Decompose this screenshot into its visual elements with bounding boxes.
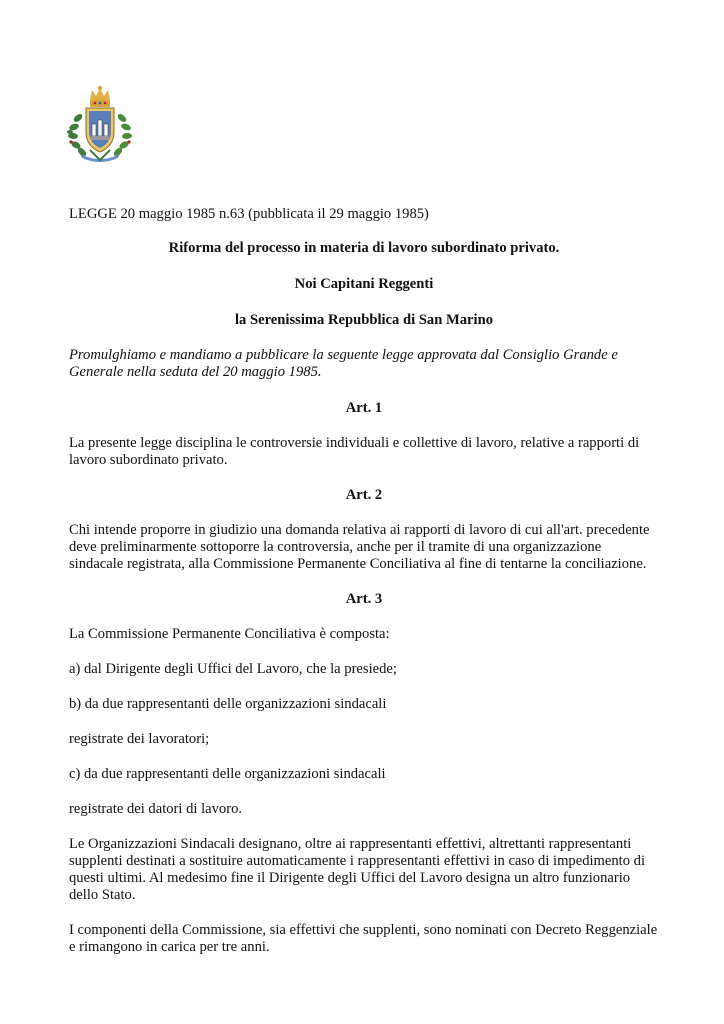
article-text: La presente legge disciplina le controversie individuali e collettive di lavoro, relative a rapporti di lavoro subordinato privato. xyxy=(69,435,640,468)
republic-heading: la Serenissima Repubblica di San Marino xyxy=(235,312,493,328)
coat-of-arms-icon xyxy=(66,84,134,164)
article-paragraph: registrate dei datori di lavoro. xyxy=(69,801,243,817)
law-title: Riforma del processo in materia di lavoro subordinato privato. xyxy=(168,240,560,256)
article-paragraph: Le Organizzazioni Sindacali designano, oltre ai rappresentanti effettivi, altrettanti rappresentanti supplenti destinati a sostituire automaticamente i rappresentanti effettivi in caso di impedimento di questi ultimi. Al medesimo fine il Dirigente degli Uffici del Lavoro designa un altro funzionario dello Stato. xyxy=(69,836,646,903)
rulers-heading: Noi Capitani Reggenti xyxy=(294,276,434,292)
article-paragraph: a) dal Dirigente degli Uffici del Lavoro, che la presiede; xyxy=(69,661,397,677)
article-paragraph: La Commissione Permanente Conciliativa è composta: xyxy=(69,626,390,642)
article-heading: Art. 2 xyxy=(345,487,383,503)
article-paragraph: c) da due rappresentanti delle organizzazioni sindacali xyxy=(69,766,386,782)
article-paragraph: I componenti della Commissione, sia effettivi che supplenti, sono nominati con Decreto Reggenziale e rimangono in carica per tre anni. xyxy=(69,922,658,955)
article-heading: Art. 3 xyxy=(345,591,383,607)
article-heading: Art. 1 xyxy=(345,400,383,416)
promulgation-text: Promulghiamo e mandiamo a pubblicare la seguente legge approvata dal Consiglio Grande e Generale nella seduta del 20 maggio 1985. xyxy=(69,347,618,380)
article-text: Chi intende proporre in giudizio una domanda relativa ai rapporti di lavoro di cui all'art. precedente deve preliminarmente sottoporre la controversia, anche per il tramite di una organizzazione sindacale registrata, alla Commissione Permanente Conciliativa al fine di tentarne la conciliazione. xyxy=(69,522,650,572)
document-body xyxy=(69,206,659,956)
article-paragraph: registrate dei lavoratori; xyxy=(69,731,210,747)
article-paragraph: b) da due rappresentanti delle organizzazioni sindacali xyxy=(69,696,387,712)
law-header: LEGGE 20 maggio 1985 n.63 (pubblicata il 29 maggio 1985) xyxy=(69,206,429,222)
